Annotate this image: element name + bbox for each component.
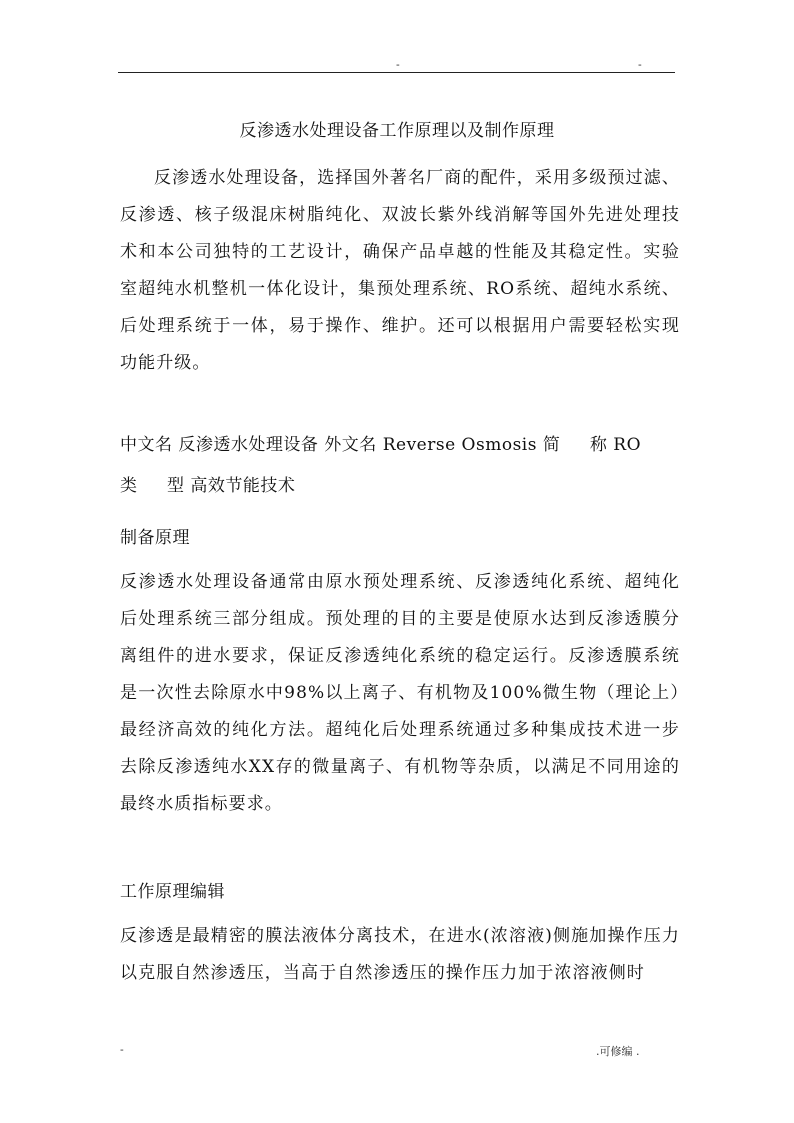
header-mark-center: - [396, 58, 400, 71]
section-heading-working: 工作原理编辑 [120, 882, 225, 902]
page-footer [0, 1043, 794, 1059]
header-rule [118, 72, 675, 73]
page-header [0, 58, 794, 72]
preparation-paragraph: 反渗透水处理设备通常由原水预处理系统、反渗透纯化系统、超纯化后处理系统三部分组成。预处理的目的主要是使原水达到反渗透膜分离组件的进水要求，保证反渗透纯化系统的稳定运行。反渗透膜系统是一次性去除原水中98%以上离子、有机物及100%微生物（理论上）最经济高效的纯化方法。超纯化后处理系统通过多种集成技术进一步去除反渗透纯水XX存的微量离子、有机物等杂质，以满足不同用途的最终水质指标要求。 [120, 572, 680, 814]
working-paragraph: 反渗透是最精密的膜法液体分离技术，在进水(浓溶液)侧施加操作压力以克服自然渗透压，当高于自然渗透压的操作压力加于浓溶液侧时 [120, 926, 680, 983]
info-line-name: 中文名 反渗透水处理设备 外文名 Reverse Osmosis 简 称 RO [120, 435, 642, 455]
intro-paragraph: 反渗透水处理设备，选择国外著名厂商的配件，采用多级预过滤、反渗透、核子级混床树脂纯化、双波长紫外线消解等国外先进处理技术和本公司独特的工艺设计，确保产品卓越的性能及其稳定性。实验室超纯水机整机一体化设计，集预处理系统、RO系统、超纯水系统、后处理系统于一体，易于操作、维护。还可以根据用户需要轻松实现功能升级。 [120, 168, 680, 373]
section-heading-preparation: 制备原理 [120, 528, 190, 548]
footer-editable-note: .可修编 . [596, 1045, 640, 1058]
info-line-type: 类 型 高效节能技术 [120, 476, 296, 496]
document-title: 反渗透水处理设备工作原理以及制作原理 [239, 121, 555, 141]
header-mark-right: - [638, 58, 642, 71]
footer-left-mark: - [120, 1043, 124, 1056]
